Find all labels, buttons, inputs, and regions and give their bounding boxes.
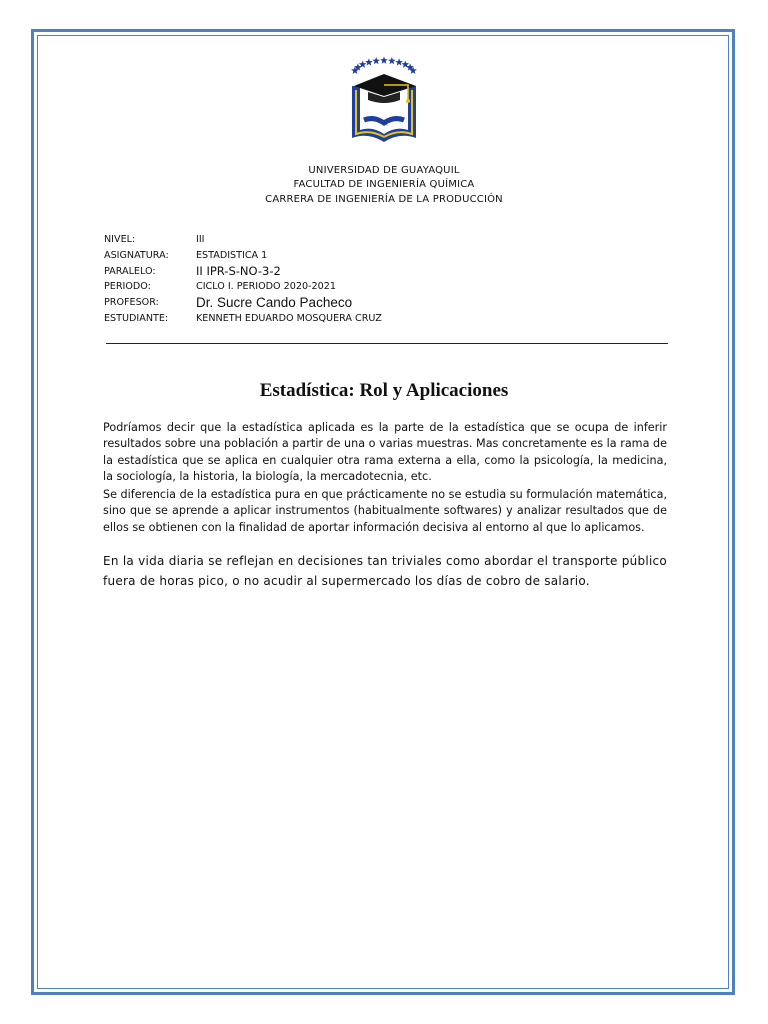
info-label: PROFESOR:	[104, 297, 159, 309]
document-title: Estadística: Rol y Aplicaciones	[259, 380, 509, 401]
info-label: NIVEL:	[104, 234, 136, 245]
info-value: Dr. Sucre Cando Pacheco	[196, 295, 353, 311]
info-label: PERIODO:	[104, 281, 151, 293]
paragraph-3: En la vida diaria se reflejan en decisiones tan triviales como abordar el transporte público fuera de horas pico, o no acudir al supermercado los días de cobro de salario.	[103, 554, 667, 588]
star-icon	[372, 57, 380, 64]
paragraph-2: Se diferencia de la estadística pura en que prácticamente no se estudia su formulación matemática, sino que se aprende a aplicar instrumentos (habitualmente softwares) y analizar resultados que de ellos se obtienen con la finalidad de aportar información decisiva al entorno al que lo aplicamos.	[103, 488, 667, 534]
info-label: ESTUDIANTE:	[104, 312, 169, 324]
info-value: II IPR-S-NO-3-2	[196, 263, 281, 278]
info-label: ASIGNATURA:	[104, 249, 169, 261]
star-icon	[380, 57, 388, 64]
university-crest-icon	[338, 38, 430, 150]
star-icon	[388, 57, 396, 64]
section-divider	[106, 343, 668, 344]
paragraph-1: Podríamos decir que la estadística aplicada es la parte de la estadística que se ocupa de inferir resultados sobre una población a partir de una o varias muestras. Mas concretamente es la rama de la estadística que se aplica en cualquier otra rama externa a ella, como la psicología, la medicina, la sociología, la historia, la biología, la mercadotecnia, etc.	[103, 421, 667, 484]
info-value: III	[196, 234, 205, 245]
star-icon	[395, 58, 403, 65]
career-name: CARRERA DE INGENIERÍA DE LA PRODUCCIÓN	[265, 194, 503, 205]
info-value: CICLO I. PERIODO 2020-2021	[196, 281, 336, 293]
star-icon	[365, 58, 373, 65]
faculty-name: FACULTAD DE INGENIERÍA QUÍMICA	[293, 179, 475, 190]
info-value: KENNETH EDUARDO MOSQUERA CRUZ	[196, 312, 382, 324]
info-label: PARALELO:	[104, 265, 156, 277]
university-name: UNIVERSIDAD DE GUAYAQUIL	[308, 165, 460, 176]
info-value: ESTADISTICA 1	[196, 249, 268, 261]
